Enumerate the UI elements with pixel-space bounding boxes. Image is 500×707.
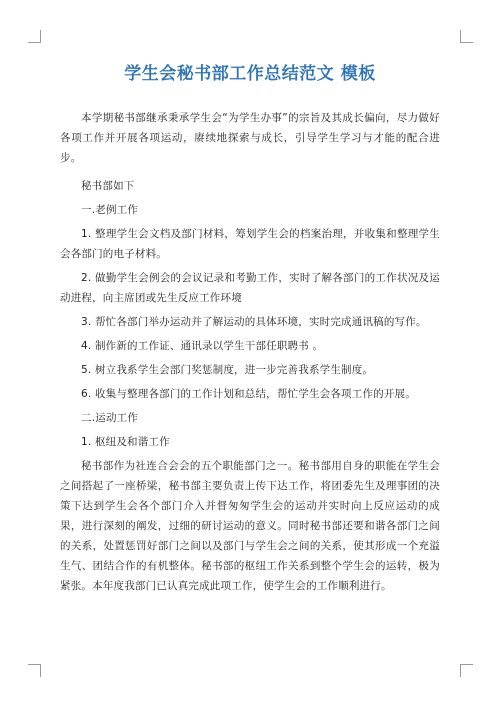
list-item-2: 2. 做勤学生会例会的会议记录和考勤工作，实时了解各部门的工作状况及运动进程，向主席团或先生反应工作环境 bbox=[60, 272, 440, 304]
list-item-6: 6. 收集与整理各部门的工作计划和总结，帮忙学生会各项工作的开展。 bbox=[81, 388, 416, 400]
section-heading-activities: 二.运动工作 bbox=[81, 412, 139, 424]
paragraph-dept-intro: 秘书部如下 bbox=[81, 180, 135, 192]
list-item-4: 4. 制作新的工作证、通讯录以学生干部任职聘书 。 bbox=[81, 340, 324, 352]
intro-paragraph: 本学期秘书部继承秉承学生会“为学生办事”的宗旨及其成长偏向，尽力做好各项工作并开展各项运动，赓续地探索与成长，引导学生学习与才能的配合进步。 bbox=[60, 112, 440, 164]
subsection-heading-hub: 1. 枢纽及和谐工作 bbox=[81, 436, 170, 448]
list-item-3: 3. 帮忙各部门举办运动并了解运动的具体环境，实时完成通讯稿的写作。 bbox=[81, 316, 427, 328]
corner-mark-bottom-right bbox=[460, 664, 473, 677]
body-paragraph-hub: 秘书部作为社连合会会的五个职能部门之一。秘书部用自身的职能在学生会之间搭起了一座桥梁，秘书部主要负责上传下达工作，将团委先生及理事团的决策下达到学生会各个部门介入并督匆匆学生会的运动并实时向上反应运动的成果，进行深刻的阐发，过细的研讨运动的意义。同时秘书部还要和谐各部门之间的关系，处置惩罚好部门之间以及部门与学生会之间的关系，使其形成一个充溢生气、团结合作的有机整体。秘书部的枢纽工作关系到整个学生会的运转，极为紧张。本年度我部门已认真完成此项工作，使学生会的工作顺利进行。 bbox=[60, 460, 440, 592]
corner-mark-top-right bbox=[460, 30, 473, 43]
list-item-5: 5. 树立我系学生会部门奖惩制度，进一步完善我系学生制度。 bbox=[81, 364, 374, 376]
document-page bbox=[60, 62, 440, 596]
list-item-1: 1. 整理学生会文档及部门材料，筹划学生会的档案治理，并收集和整理学生会各部门的电子材料。 bbox=[60, 228, 440, 260]
section-heading-routine: 一.老例工作 bbox=[81, 204, 139, 216]
document-title: 学生会秘书部工作总结范文 模板 bbox=[124, 64, 376, 84]
corner-mark-bottom-left bbox=[28, 664, 41, 677]
corner-mark-top-left bbox=[28, 30, 41, 43]
